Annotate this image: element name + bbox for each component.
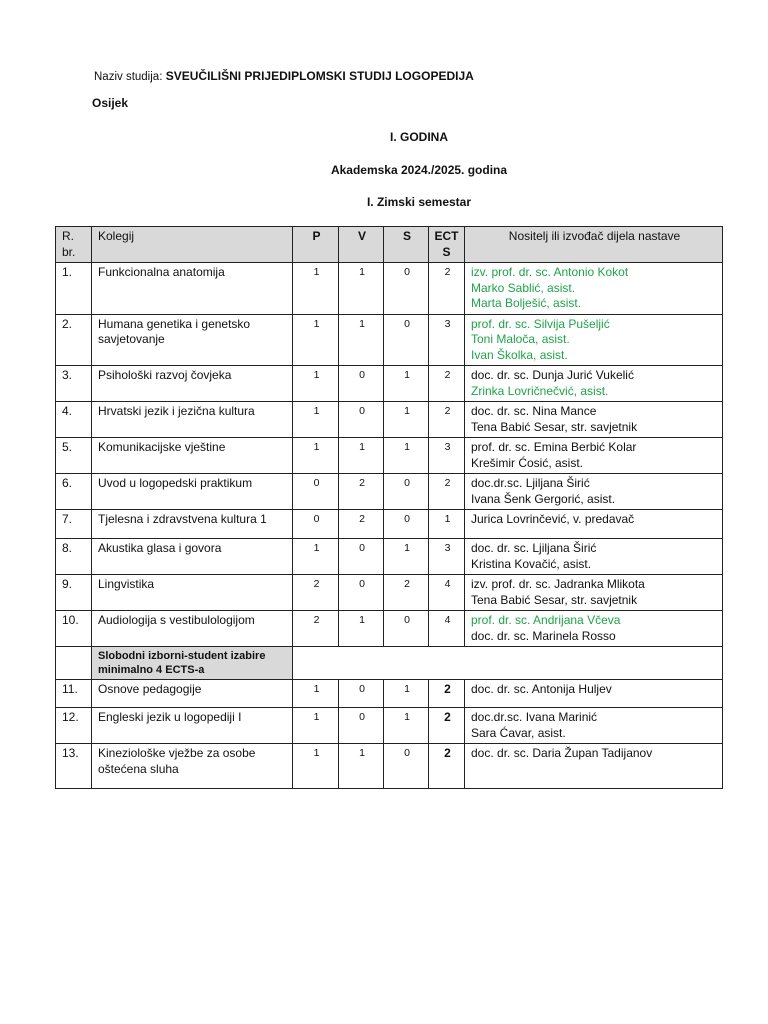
table-row bbox=[56, 744, 723, 789]
section-empty-cell bbox=[293, 647, 723, 680]
lecturers-cell bbox=[465, 366, 723, 402]
lecturer-name: doc.dr.sc. Ljiljana Širić bbox=[471, 476, 590, 490]
hours-p: 1 bbox=[293, 539, 339, 575]
lecturer-name: prof. dr. sc. Silvija Pušeljić bbox=[471, 316, 610, 331]
lecturers-cell bbox=[465, 708, 723, 744]
table-row bbox=[56, 314, 723, 366]
hours-s: 0 bbox=[384, 314, 429, 366]
course-table bbox=[55, 226, 723, 789]
row-number: 12. bbox=[56, 708, 92, 744]
course-name: Audiologija s vestibulologijom bbox=[92, 611, 293, 647]
lecturers-cell bbox=[465, 474, 723, 510]
hours-v: 0 bbox=[339, 708, 384, 744]
hours-s: 1 bbox=[384, 402, 429, 438]
row-number: 7. bbox=[56, 510, 92, 539]
hours-p: 1 bbox=[293, 744, 339, 789]
hours-v: 0 bbox=[339, 680, 384, 708]
row-number: 5. bbox=[56, 438, 92, 474]
hours-v: 0 bbox=[339, 366, 384, 402]
lecturer-name: izv. prof. dr. sc. Antonio Kokot bbox=[471, 265, 629, 279]
row-number: 4. bbox=[56, 402, 92, 438]
lecturer-name: Tena Babić Sesar, str. savjetnik bbox=[471, 419, 638, 434]
header-rb: R. br. bbox=[56, 227, 92, 263]
hours-p: 1 bbox=[293, 263, 339, 315]
hours-p: 1 bbox=[293, 680, 339, 708]
lecturer-name: Tena Babić Sesar, str. savjetnik bbox=[471, 592, 638, 607]
header-lecturer: Nositelj ili izvođač dijela nastave bbox=[465, 227, 723, 263]
ects-value: 3 bbox=[429, 539, 465, 575]
hours-s: 0 bbox=[384, 611, 429, 647]
lecturer-name: doc. dr. sc. Ljiljana Širić bbox=[471, 541, 597, 555]
academic-year: Akademska 2024./2025. godina bbox=[330, 163, 508, 177]
lecturers-cell bbox=[465, 263, 723, 315]
row-number: 3. bbox=[56, 366, 92, 402]
hours-p: 1 bbox=[293, 402, 339, 438]
ects-value: 1 bbox=[429, 510, 465, 539]
hours-v: 1 bbox=[339, 263, 384, 315]
hours-v: 1 bbox=[339, 438, 384, 474]
row-number: 1. bbox=[56, 263, 92, 315]
hours-p: 0 bbox=[293, 510, 339, 539]
row-number: 2. bbox=[56, 314, 92, 366]
hours-v: 0 bbox=[339, 575, 384, 611]
hours-s: 0 bbox=[384, 474, 429, 510]
ects-value: 3 bbox=[429, 314, 465, 366]
table-row bbox=[56, 708, 723, 744]
lecturer-name: Sara Ćavar, asist. bbox=[471, 725, 566, 740]
elective-section-row bbox=[56, 647, 723, 680]
lecturers-cell bbox=[465, 438, 723, 474]
hours-v: 2 bbox=[339, 474, 384, 510]
lecturer-name: Marta Bolješić, asist. bbox=[471, 296, 582, 310]
row-number: 9. bbox=[56, 575, 92, 611]
lecturer-name: doc. dr. sc. Daria Župan Tadijanov bbox=[471, 746, 653, 760]
hours-s: 1 bbox=[384, 366, 429, 402]
course-name: Akustika glasa i govora bbox=[92, 539, 293, 575]
table-row bbox=[56, 680, 723, 708]
course-name: Kineziološke vježbe za osobe oštećena sluha bbox=[92, 744, 293, 789]
section-empty-cell bbox=[56, 647, 92, 680]
table-row bbox=[56, 575, 723, 611]
lecturer-name: doc. dr. sc. Antonija Huljev bbox=[471, 682, 612, 696]
hours-v: 0 bbox=[339, 539, 384, 575]
lecturers-cell bbox=[465, 744, 723, 789]
hours-p: 2 bbox=[293, 611, 339, 647]
hours-s: 0 bbox=[384, 744, 429, 789]
hours-v: 2 bbox=[339, 510, 384, 539]
hours-s: 0 bbox=[384, 510, 429, 539]
hours-p: 1 bbox=[293, 708, 339, 744]
table-row bbox=[56, 366, 723, 402]
course-name: Hrvatski jezik i jezična kultura bbox=[92, 402, 293, 438]
city: Osijek bbox=[92, 96, 129, 110]
hours-p: 1 bbox=[293, 314, 339, 366]
ects-value: 2 bbox=[429, 744, 465, 789]
lecturer-name: doc. dr. sc. Nina Mance bbox=[471, 404, 597, 418]
lecturer-name: Krešimir Ćosić, asist. bbox=[471, 455, 584, 470]
hours-s: 0 bbox=[384, 263, 429, 315]
table-header-row bbox=[56, 227, 723, 263]
study-name: SVEUČILIŠNI PRIJEDIPLOMSKI STUDIJ LOGOPEDIJA bbox=[165, 69, 474, 83]
lecturers-cell bbox=[465, 402, 723, 438]
hours-p: 2 bbox=[293, 575, 339, 611]
table-row bbox=[56, 402, 723, 438]
lecturers-cell bbox=[465, 539, 723, 575]
ects-value: 4 bbox=[429, 575, 465, 611]
lecturers-cell bbox=[465, 314, 723, 366]
lecturer-name: Zrinka Lovričnečvić, asist. bbox=[471, 383, 609, 398]
row-number: 8. bbox=[56, 539, 92, 575]
lecturer-name: Marko Sablić, asist. bbox=[471, 280, 576, 295]
hours-v: 1 bbox=[339, 611, 384, 647]
table-row bbox=[56, 510, 723, 539]
ects-value: 4 bbox=[429, 611, 465, 647]
study-label: Naziv studija: bbox=[94, 71, 163, 83]
lecturer-name: doc. dr. sc. Dunja Jurić Vukelić bbox=[471, 368, 634, 382]
lecturer-name: prof. dr. sc. Andrijana Včeva bbox=[471, 613, 621, 627]
hours-v: 1 bbox=[339, 314, 384, 366]
table-row bbox=[56, 474, 723, 510]
course-name: Tjelesna i zdravstvena kultura 1 bbox=[92, 510, 293, 539]
ects-value: 2 bbox=[429, 366, 465, 402]
course-name: Humana genetika i genetsko savjetovanje bbox=[92, 314, 293, 366]
hours-p: 1 bbox=[293, 438, 339, 474]
course-name: Psihološki razvoj čovjeka bbox=[92, 366, 293, 402]
ects-value: 2 bbox=[429, 680, 465, 708]
lecturer-name: prof. dr. sc. Emina Berbić Kolar bbox=[471, 440, 637, 454]
header-s: S bbox=[384, 227, 429, 263]
hours-s: 1 bbox=[384, 708, 429, 744]
lecturer-name: Toni Maloča, asist. bbox=[471, 332, 570, 346]
hours-s: 1 bbox=[384, 438, 429, 474]
hours-s: 2 bbox=[384, 575, 429, 611]
semester-title: I. Zimski semestar bbox=[366, 195, 472, 209]
course-name: Funkcionalna anatomija bbox=[92, 263, 293, 315]
lecturers-cell bbox=[465, 510, 723, 539]
course-name: Uvod u logopedski praktikum bbox=[92, 474, 293, 510]
lecturers-cell bbox=[465, 680, 723, 708]
lecturer-name: doc.dr.sc. Ivana Marinić bbox=[471, 710, 598, 724]
table-row bbox=[56, 438, 723, 474]
table-row bbox=[56, 539, 723, 575]
table-row bbox=[56, 263, 723, 315]
row-number: 6. bbox=[56, 474, 92, 510]
header-ects: ECTS bbox=[429, 227, 465, 263]
lecturer-name: doc. dr. sc. Marinela Rosso bbox=[471, 628, 616, 643]
row-number: 13. bbox=[56, 744, 92, 789]
header-p: P bbox=[293, 227, 339, 263]
lecturers-cell bbox=[465, 611, 723, 647]
lecturers-cell bbox=[465, 575, 723, 611]
hours-s: 1 bbox=[384, 680, 429, 708]
ects-value: 2 bbox=[429, 474, 465, 510]
hours-v: 0 bbox=[339, 402, 384, 438]
ects-value: 2 bbox=[429, 263, 465, 315]
lecturer-name: Ivana Šenk Gergorić, asist. bbox=[471, 491, 616, 506]
elective-section-label: Slobodni izborni-student izabire minimalno 4 ECTS-a bbox=[92, 647, 293, 680]
ects-value: 2 bbox=[429, 402, 465, 438]
course-name: Lingvistika bbox=[92, 575, 293, 611]
hours-v: 1 bbox=[339, 744, 384, 789]
row-number: 10. bbox=[56, 611, 92, 647]
study-name-line bbox=[94, 69, 474, 83]
ects-value: 2 bbox=[429, 708, 465, 744]
hours-p: 0 bbox=[293, 474, 339, 510]
course-name: Osnove pedagogije bbox=[92, 680, 293, 708]
course-name: Engleski jezik u logopediji I bbox=[92, 708, 293, 744]
lecturer-name: Kristina Kovačić, asist. bbox=[471, 556, 592, 571]
lecturer-name: Jurica Lovrinčević, v. predavač bbox=[471, 512, 635, 526]
table-row bbox=[56, 611, 723, 647]
header-course: Kolegij bbox=[92, 227, 293, 263]
header-v: V bbox=[339, 227, 384, 263]
ects-value: 3 bbox=[429, 438, 465, 474]
lecturer-name: izv. prof. dr. sc. Jadranka Mlikota bbox=[471, 577, 645, 591]
hours-s: 1 bbox=[384, 539, 429, 575]
study-year: I. GODINA bbox=[389, 130, 448, 144]
course-name: Komunikacijske vještine bbox=[92, 438, 293, 474]
row-number: 11. bbox=[56, 680, 92, 708]
lecturer-name: Ivan Školka, asist. bbox=[471, 347, 568, 362]
hours-p: 1 bbox=[293, 366, 339, 402]
